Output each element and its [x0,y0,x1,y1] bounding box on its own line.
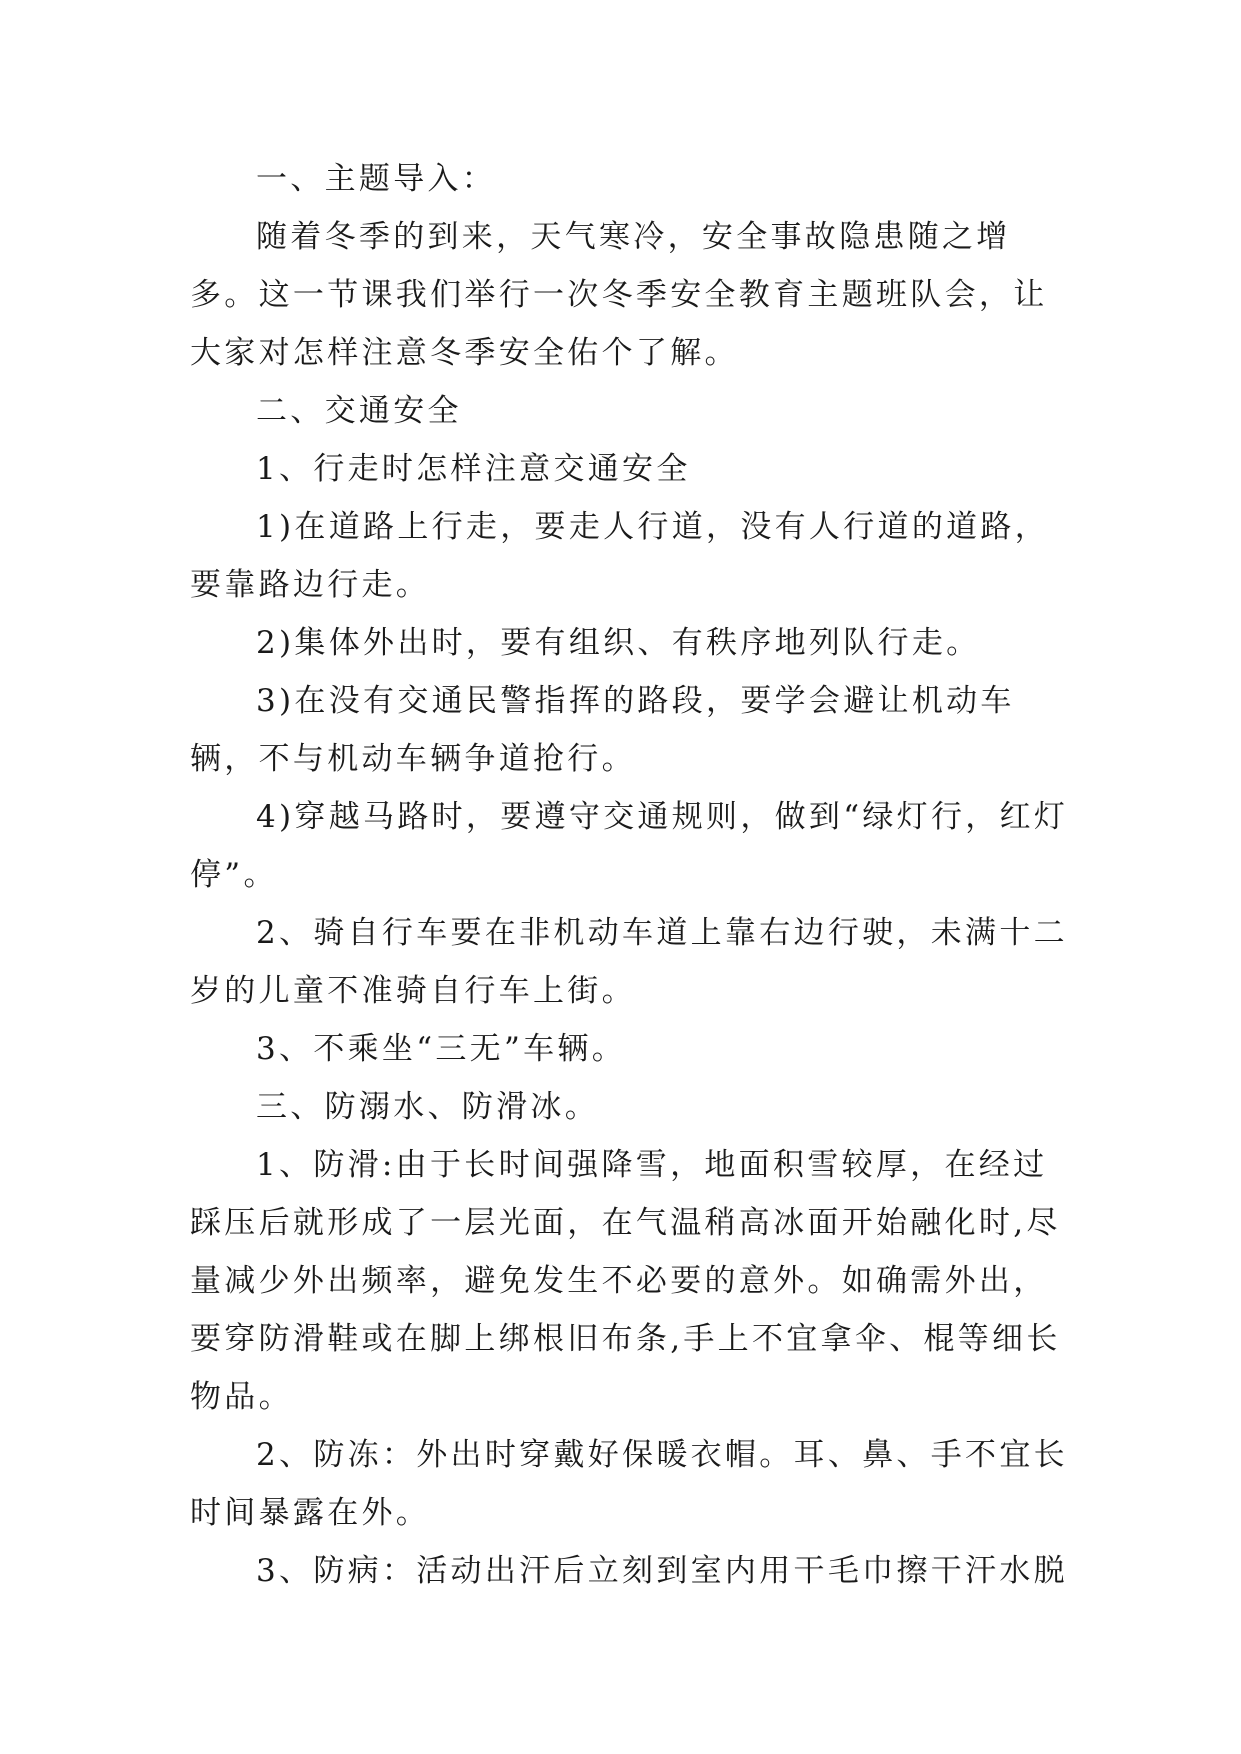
document-body [190,150,1070,1600]
heading-traffic-safety: 二、交通安全 [256,393,462,429]
paragraph-anti-illness: 3、防病：活动出汗后立刻到室内用干毛巾擦干汗水脱 [256,1553,1068,1589]
paragraph-cycling: 2、骑自行车要在非机动车道上靠右边行驶，未满十二岁的儿童不准骑自行车上街。 [190,915,1068,1009]
heading-theme-intro: 一、主题导入： [256,161,497,197]
list-item-walk-sidewalk: 1)在道路上行走，要走人行道，没有人行道的道路，要靠路边行走。 [190,509,1050,603]
heading-drowning-ice: 三、防溺水、防滑冰。 [256,1089,599,1125]
subheading-walking-safety: 1、行走时怎样注意交通安全 [256,451,691,487]
list-item-group-outing: 2)集体外出时，要有组织、有秩序地列队行走。 [256,625,981,661]
paragraph-anti-slip: 1、防滑:由于长时间强降雪，地面积雪较厚，在经过踩压后就形成了一层光面，在气温稍高冰面开始融化时,尽量减少外出频率，避免发生不必要的意外。如确需外出，要穿防滑鞋或在脚上绑根旧布条,手上不宜拿伞、棍等细长物品。 [190,1147,1061,1415]
paragraph-anti-freeze: 2、防冻：外出时穿戴好保暖衣帽。耳、鼻、手不宜长时间暴露在外。 [190,1437,1068,1531]
list-item-yield-vehicles: 3)在没有交通民警指挥的路段，要学会避让机动车辆，不与机动车辆争道抢行。 [190,683,1015,777]
paragraph-no-unsafe-vehicles: 3、不乘坐“三无”车辆。 [256,1031,627,1067]
paragraph-intro: 随着冬季的到来，天气寒冷，安全事故隐患随之增多。这一节课我们举行一次冬季安全教育主题班队会，让大家对怎样注意冬季安全佑个了解。 [190,219,1048,371]
list-item-crossing-road: 4)穿越马路时，要遵守交通规则，做到“绿灯行，红灯停”。 [190,799,1069,893]
